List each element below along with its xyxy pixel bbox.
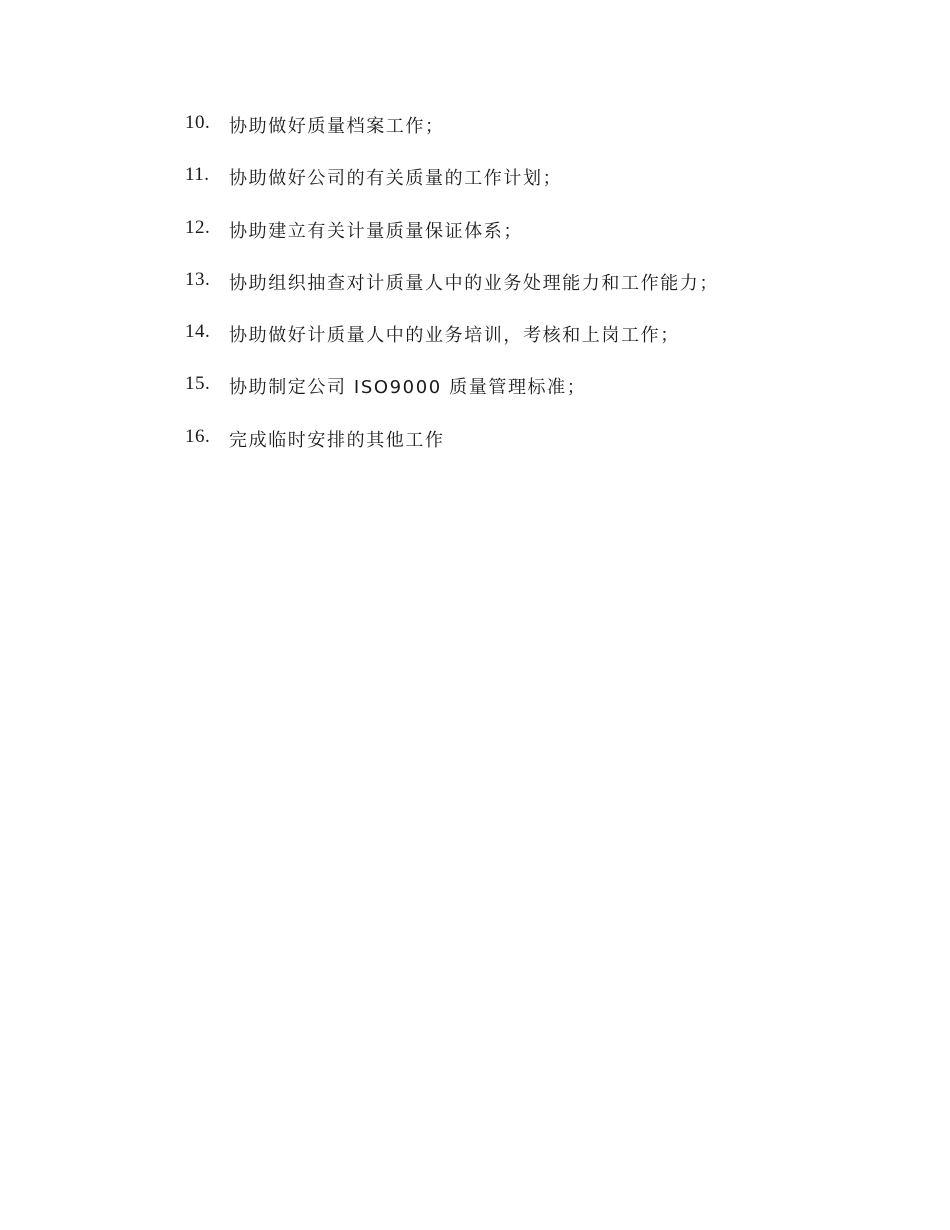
item-number: 10. (185, 112, 211, 133)
item-number: 12. (185, 216, 211, 238)
item-number: 14. (185, 321, 211, 343)
item-number: 11. (185, 164, 210, 186)
list-item (185, 321, 905, 373)
item-text: 协助做好质量档案工作； (229, 116, 445, 137)
item-text: 协助建立有关计量质量保证体系； (229, 220, 523, 242)
list-item (185, 164, 905, 216)
item-text: 完成临时安排的其他工作 (229, 429, 445, 451)
item-number: 15. (185, 373, 211, 395)
item-text: 协助做好公司的有关质量的工作计划； (229, 168, 563, 190)
item-text: 协助制定公司 ISO9000 质量管理标准； (229, 377, 587, 399)
list-item (185, 269, 905, 321)
item-text: 协助做好计质量人中的业务培训，考核和上岗工作； (229, 325, 680, 347)
item-number: 16. (185, 425, 211, 447)
list-item (185, 373, 905, 425)
list-item (185, 217, 905, 269)
list-item (185, 426, 905, 478)
list-item (185, 112, 905, 164)
item-number: 13. (185, 268, 211, 290)
duty-list (185, 112, 905, 478)
item-text: 协助组织抽查对计质量人中的业务处理能力和工作能力； (229, 272, 719, 294)
